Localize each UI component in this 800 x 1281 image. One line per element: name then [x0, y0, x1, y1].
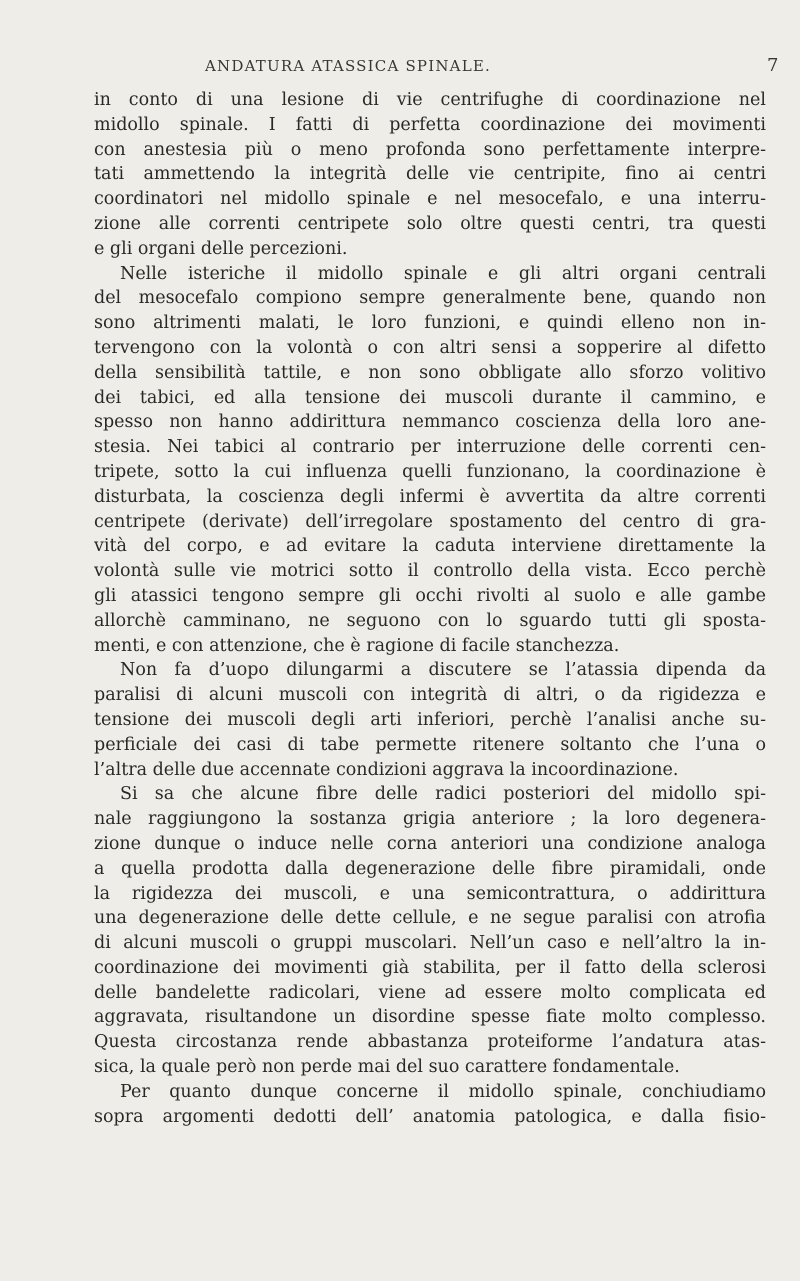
text-line: sopra argomenti dedotti dell’ anatomia patologica, e dalla fisio- — [94, 1106, 766, 1127]
text-line: la rigidezza dei muscoli, e una semicontrattura, o addirittura — [94, 883, 766, 904]
text-line: e gli organi delle percezioni. — [94, 238, 348, 259]
text-line: vità del corpo, e ad evitare la caduta interviene direttamente la — [94, 536, 766, 557]
text-line: coordinazione dei movimenti già stabilita, per il fatto della sclerosi — [94, 957, 766, 978]
text-line: paralisi di alcuni muscoli con integrità di altri, o da rigidezza e — [94, 685, 766, 706]
text-line: gli atassici tengono sempre gli occhi rivolti al suolo e alle gambe — [94, 585, 766, 606]
text-line: Questa circostanza rende abbastanza proteiforme l’andatura atas- — [94, 1032, 766, 1053]
text-line: del mesocefalo compiono sempre generalmente bene, quando non — [94, 288, 766, 309]
text-line: volontà sulle vie motrici sotto il controllo della vista. Ecco perchè — [94, 561, 766, 582]
text-line: a quella prodotta dalla degenerazione delle fibre piramidali, onde — [94, 858, 766, 879]
text-line: in conto di una lesione di vie centrifughe di coordinazione nel — [94, 90, 766, 110]
text-line: menti, e con attenzione, che è ragione di facile stanchezza. — [94, 635, 620, 656]
text-line: sica, la quale però non perde mai del suo carattere fondamentale. — [94, 1057, 680, 1078]
text-line: stesia. Nei tabici al contrario per interruzione delle correnti cen- — [94, 437, 766, 458]
text-line: tripete, sotto la cui influenza quelli funzionano, la coordinazione è — [94, 461, 766, 482]
text-line: delle bandelette radicolari, viene ad essere molto complicata ed — [94, 982, 766, 1003]
text-line: coordinatori nel midollo spinale e nel mesocefalo, e una interru- — [94, 189, 766, 210]
text-line: perficiale dei casi di tabe permette ritenere soltanto che l’una o — [94, 734, 766, 755]
text-line: Si sa che alcune fibre delle radici posteriori del midollo spi- — [120, 784, 766, 805]
text-line: tervengono con la volontà o con altri sensi a sopperire al difetto — [94, 337, 766, 358]
text-line: nale raggiungono la sostanza grigia anteriore ; la loro degenera- — [94, 809, 766, 830]
text-line: Per quanto dunque concerne il midollo spinale, conchiudiamo — [120, 1081, 766, 1102]
text-line: sono altrimenti malati, le loro funzioni, e quindi elleno non in- — [94, 313, 766, 334]
text-line: di alcuni muscoli o gruppi muscolari. Nell’un caso e nell’altro la in- — [94, 933, 766, 954]
text-line: aggravata, risultandone un disordine spesse fiate molto complesso. — [94, 1007, 766, 1028]
text-line: tensione dei muscoli degli arti inferiori, perchè l’analisi anche su- — [94, 709, 766, 730]
text-line: Nelle isteriche il midollo spinale e gli altri organi centrali — [120, 263, 766, 284]
page-number: 7 — [767, 55, 779, 76]
text-line: midollo spinale. I fatti di perfetta coordinazione dei movimenti — [94, 114, 766, 135]
text-line: dei tabici, ed alla tensione dei muscoli durante il cammino, e — [94, 387, 766, 408]
text-line: disturbata, la coscienza degli infermi è avvertita da altre correnti — [94, 486, 766, 507]
text-line: l’altra delle due accennate condizioni aggrava la incoordinazione. — [94, 759, 679, 780]
body-text — [94, 88, 766, 1129]
text-line: tati ammettendo la integrità delle vie centripite, fino ai centri — [94, 164, 766, 185]
text-line: zione alle correnti centripete solo oltre questi centri, tra questi — [94, 213, 766, 234]
text-line: zione dunque o induce nelle corna anteriori una condizione analoga — [94, 833, 766, 854]
text-line: una degenerazione delle dette cellule, e ne segue paralisi con atrofia — [94, 908, 766, 929]
text-line: della sensibilità tattile, e non sono obbligate allo sforzo volitivo — [94, 362, 766, 383]
text-line: con anestesia più o meno profonda sono perfettamente interpre- — [94, 139, 766, 160]
text-line: centripete (derivate) dell’irregolare spostamento del centro di gra- — [94, 511, 766, 532]
text-line: spesso non hanno addirittura nemmanco coscienza della loro ane- — [94, 412, 766, 433]
running-head: ANDATURA ATASSICA SPINALE. — [205, 57, 491, 75]
text-line: Non fa d’uopo dilungarmi a discutere se l’atassia dipenda da — [120, 660, 766, 681]
text-line: allorchè camminano, ne seguono con lo sguardo tutti gli sposta- — [94, 610, 766, 631]
